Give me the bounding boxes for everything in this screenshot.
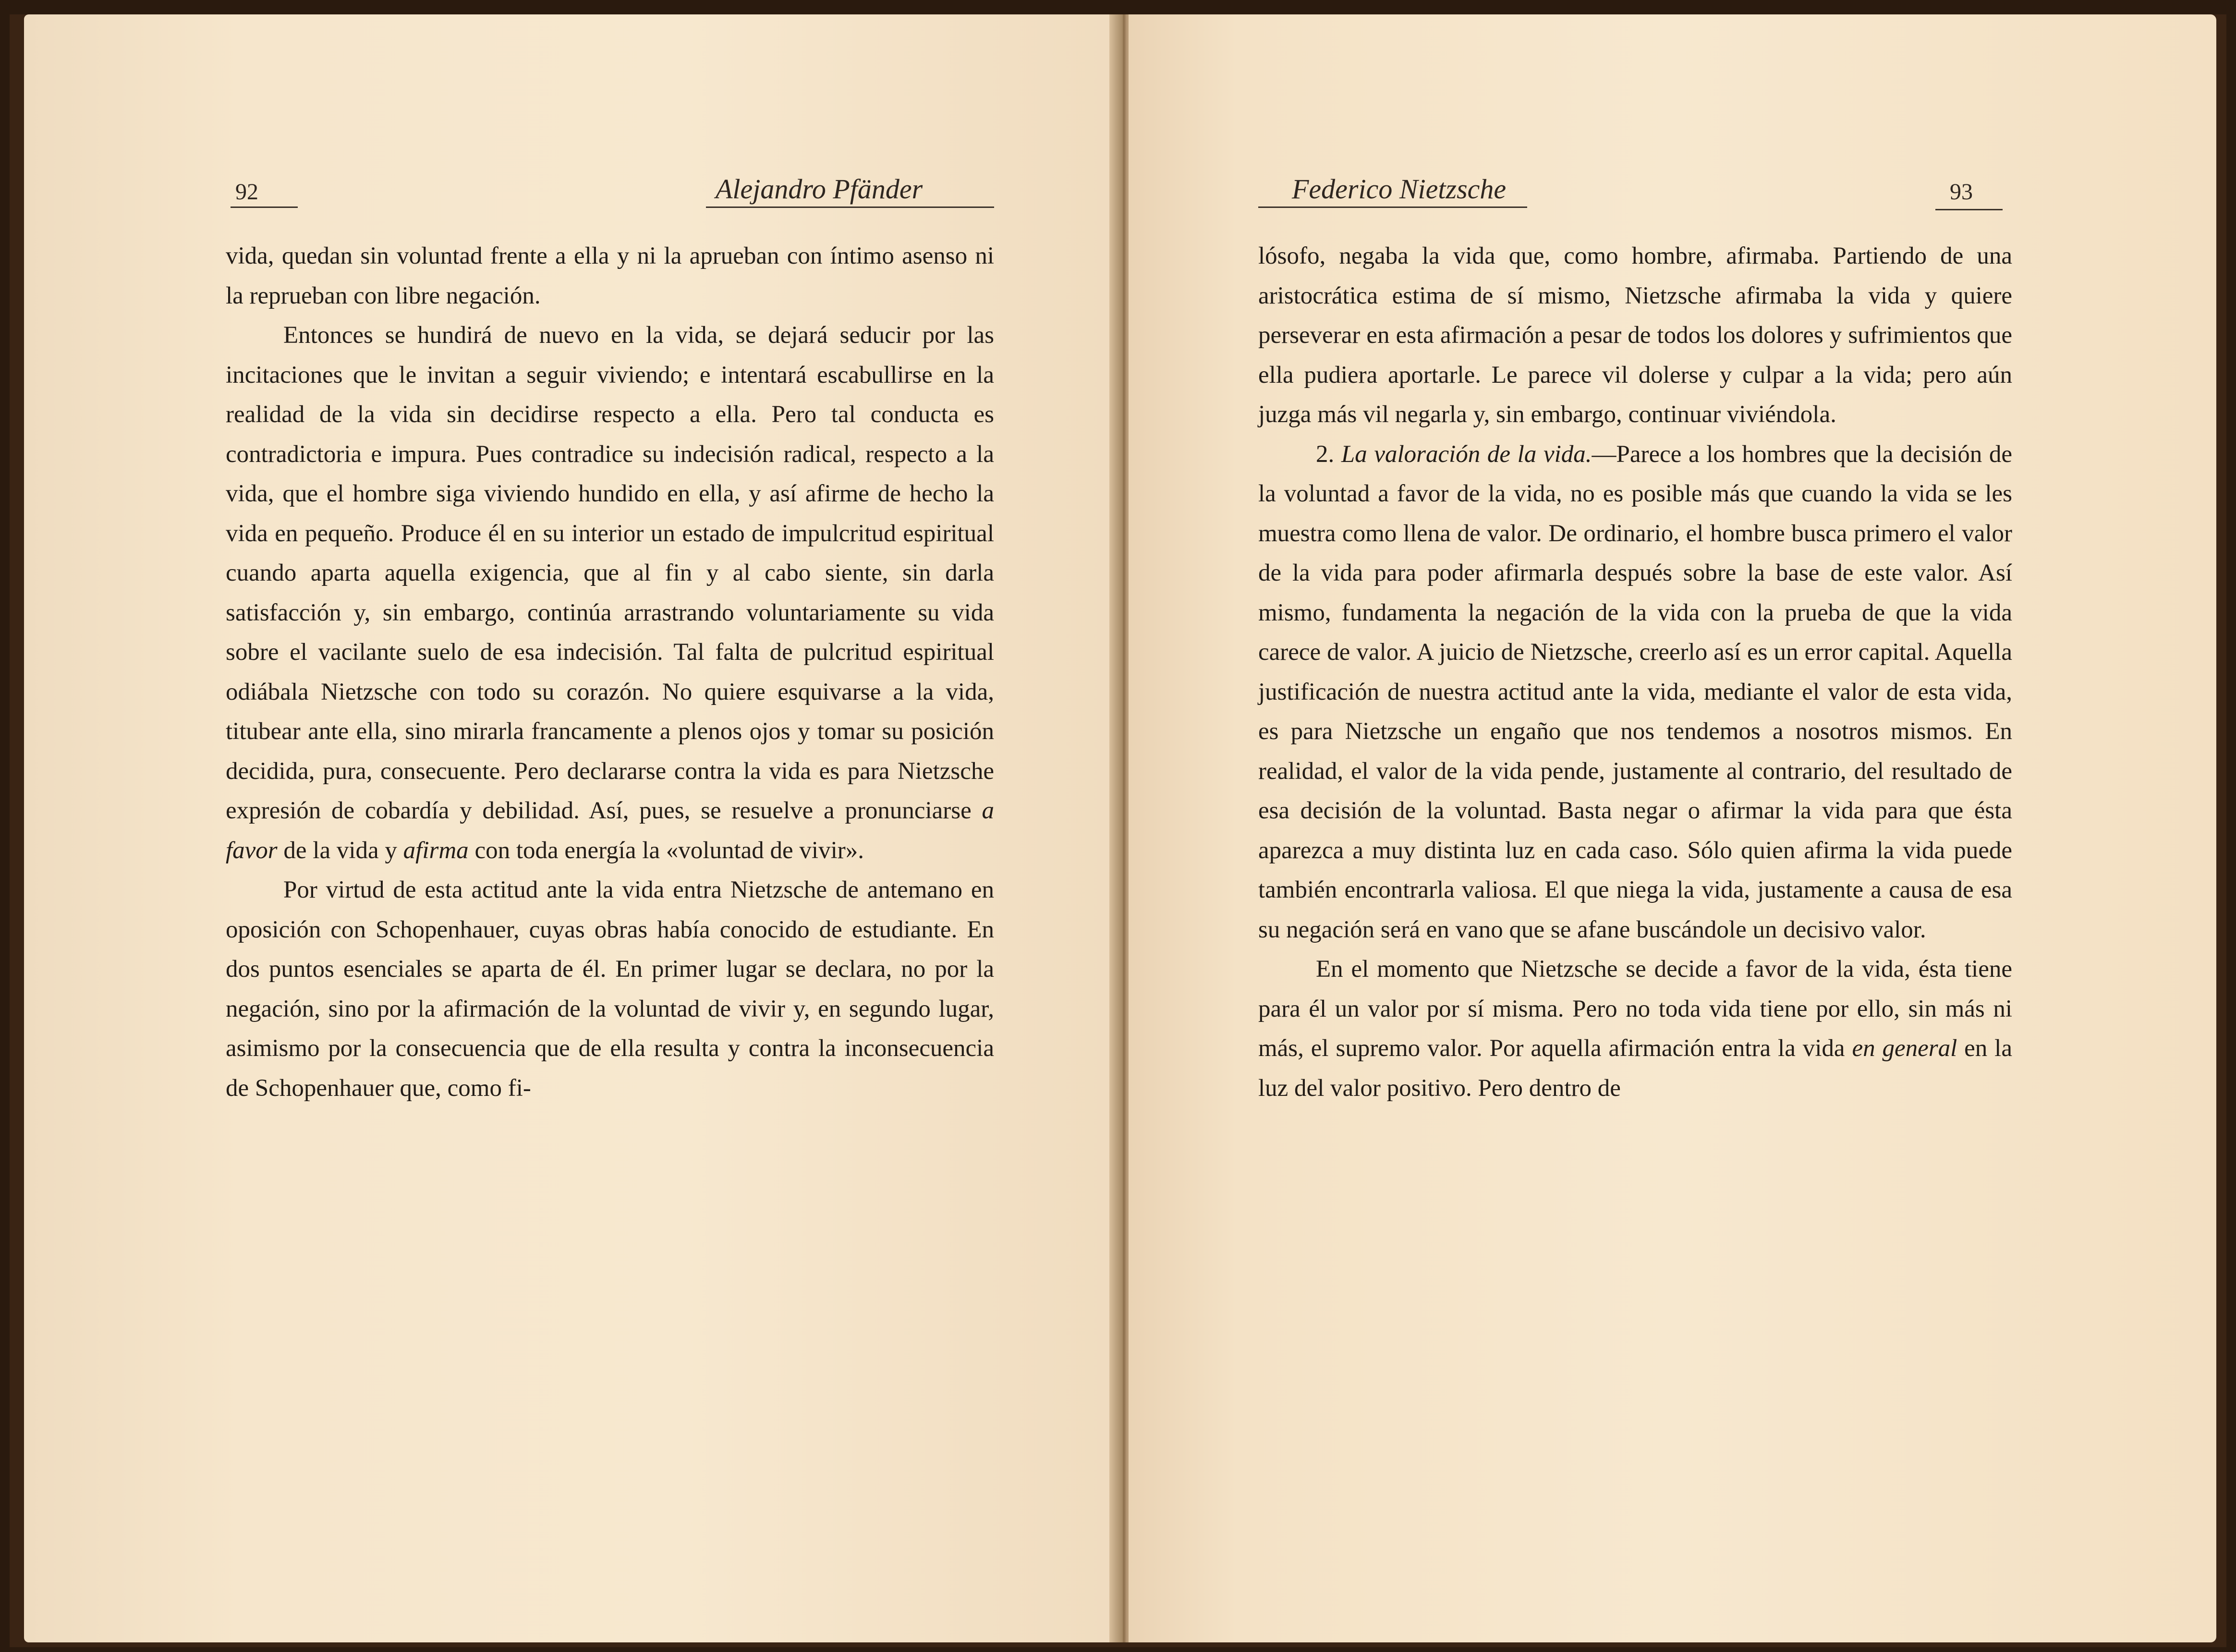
emphasis: en general bbox=[1852, 1035, 1957, 1062]
running-head-right: Federico Nietzsche bbox=[1292, 173, 1507, 205]
emphasis: a favor bbox=[226, 797, 994, 864]
page-number-right: 93 bbox=[1950, 179, 1973, 205]
paragraph: En el momento que Nietzsche se decide a favor de la vida, ésta tiene para él un valor por sí misma. Pero no toda vida tiene por ello, sin más ni más, el supremo valor. Por aquella afirmación entra la vida en general en la luz del valor positivo. Pero dentro de bbox=[1258, 956, 2012, 1102]
paragraph: vida, quedan sin voluntad frente a ella y ni la aprueban con íntimo asenso ni la reprueban con libre negación. bbox=[226, 243, 994, 309]
header-rule-right bbox=[1258, 206, 1527, 208]
folio-rule-right bbox=[1935, 209, 2003, 210]
right-body-text bbox=[1258, 236, 2012, 1108]
left-body-text bbox=[226, 236, 994, 1108]
paragraph: Entonces se hundirá de nuevo en la vida, se dejará seducir por las incitaciones que le invitan a seguir viviendo; e intentará escabullirse en la realidad de la vida sin decidirse respecto a ella. Pero tal conducta es contradictoria e impura. Pues contradice su indecisión radical, respecto a la vida, que el hombre siga viviendo hundido en ella, y así afirme de hecho la vida en pequeño. Produce él en su interior un estado de impulcritud espiritual cuando aparta aquella exigencia, que al fin y al cabo siente, sin darla satisfacción y, sin embargo, continúa arrastrando voluntariamente su vida sobre el vacilante suelo de esa indecisión. Tal falta de pulcritud espiritual odiábala Nietzsche con todo su corazón. No quiere esquivarse a la vida, titubear ante ella, sino mirarla francamente a plenos ojos y tomar su posición decidida, pura, consecuente. Pero declararse contra la vida es para Nietzsche expresión de cobardía y debilidad. Así, pues, se resuelve a pronunciarse a favor de la vida y afirma con toda energía la «voluntad de vivir». bbox=[226, 322, 994, 864]
page-number-left: 92 bbox=[235, 179, 258, 205]
paragraph: 2. La valoración de la vida.—Parece a los hombres que la decisión de la voluntad a favor de la vida, no es posible más que cuando la vida se les muestra como llena de valor. De ordinario, el hombre busca primero el valor de la vida para poder afirmarla después sobre la base de este valor. Así mismo, fundamenta la negación de la vida con la prueba de que la vida carece de valor. A juicio de Nietzsche, creerlo así es un error capital. Aquella justificación de nuestra actitud ante la vida, mediante el valor de esta vida, es para Nietzsche un engaño que nos tendemos a nosotros mismos. En realidad, el valor de la vida pende, justamente al contrario, del resultado de esa decisión de la voluntad. Basta negar o afirmar la vida para que ésta aparezca a muy distinta luz en cada caso. Sólo quien afirma la vida puede también encontrarla valiosa. El que niega la vida, justamente a causa de esa su negación será en vano que se afane buscándole un decisivo valor. bbox=[1258, 440, 2013, 943]
section-title: La valoración de la vida. bbox=[1341, 440, 1592, 468]
header-rule-left bbox=[706, 206, 994, 208]
book-spread bbox=[10, 14, 2226, 1647]
folio-rule-left bbox=[231, 206, 298, 208]
paragraph: Por virtud de esta actitud ante la vida entra Nietzsche de antemano en oposición con Schopenhauer, cuyas obras había conocido de estudiante. En dos puntos esenciales se aparta de él. En primer lugar se declara, no por la negación, sino por la afirmación de la voluntad de vivir y, en segundo lugar, asimismo por la consecuencia que de ella resulta y contra la inconsecuencia de Schopenhauer que, como fi- bbox=[226, 876, 994, 1102]
paragraph: lósofo, negaba la vida que, como hombre, afirmaba. Partiendo de una aristocrática estima de sí mismo, Nietzsche afirmaba la vida y quiere perseverar en esta afirmación a pesar de todos los dolores y sufrimientos que ella pudiera aportarle. Le parece vil dolerse y culpar a la vida; pero aún juzga más vil negarla y, sin embargo, continuar viviéndola. bbox=[1258, 243, 2012, 428]
running-head-left: Alejandro Pfänder bbox=[716, 173, 923, 205]
left-page bbox=[24, 14, 1119, 1642]
emphasis: afirma bbox=[403, 837, 469, 864]
right-page bbox=[1129, 14, 2216, 1642]
